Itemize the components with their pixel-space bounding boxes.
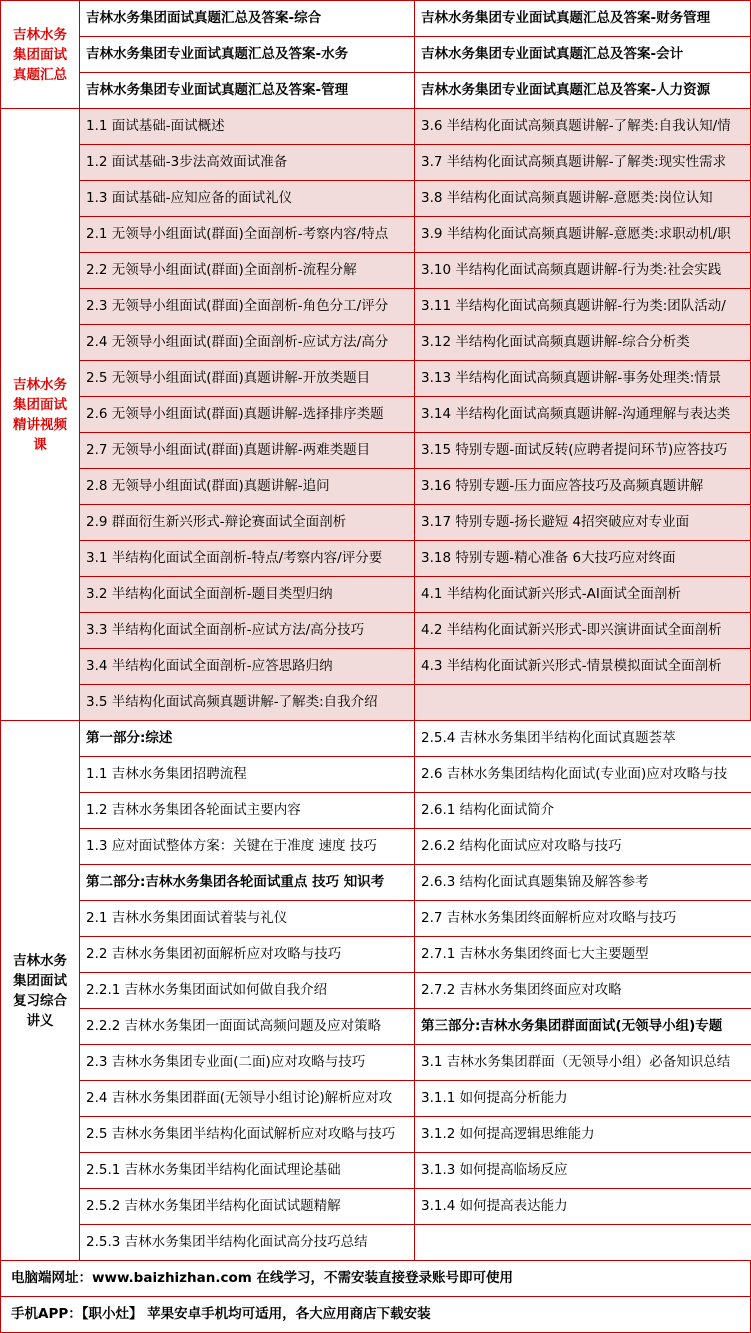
section3-item[interactable]: 3.1.4 如何提高表达能力 <box>415 1189 751 1225</box>
section2-item[interactable]: 2.1 无领导小组面试(群面)全面剖析-考察内容/特点 <box>80 217 415 253</box>
section3-item[interactable]: 3.1.3 如何提高临场反应 <box>415 1153 751 1189</box>
section2-item[interactable]: 3.18 特别专题-精心准备 6大技巧应对终面 <box>415 541 751 577</box>
section2-item[interactable]: 3.10 半结构化面试高频真题讲解-行为类:社会实践 <box>415 253 751 289</box>
section3-item[interactable]: 2.6.3 结构化面试真题集锦及解答参考 <box>415 865 751 901</box>
section3-item[interactable]: 第二部分:吉林水务集团各轮面试重点 技巧 知识考 <box>80 865 415 901</box>
section2-item[interactable]: 3.3 半结构化面试全面剖析-应试方法/高分技巧 <box>80 613 415 649</box>
section3-item[interactable]: 3.1 吉林水务集团群面（无领导小组）必备知识总结 <box>415 1045 751 1081</box>
section2-item[interactable]: 3.5 半结构化面试高频真题讲解-了解类:自我介绍 <box>80 685 415 721</box>
section2-item[interactable]: 3.12 半结构化面试高频真题讲解-综合分析类 <box>415 325 751 361</box>
section3-item[interactable]: 2.2.1 吉林水务集团面试如何做自我介绍 <box>80 973 415 1009</box>
section2-item[interactable]: 3.1 半结构化面试全面剖析-特点/考察内容/评分要 <box>80 541 415 577</box>
section3-item[interactable]: 2.6.1 结构化面试简介 <box>415 793 751 829</box>
section3-item[interactable]: 3.1.2 如何提高逻辑思维能力 <box>415 1117 751 1153</box>
section3-item[interactable]: 3.1.1 如何提高分析能力 <box>415 1081 751 1117</box>
section3-item[interactable]: 1.1 吉林水务集团招聘流程 <box>80 757 415 793</box>
section2-item[interactable]: 3.7 半结构化面试高频真题讲解-了解类:现实性需求 <box>415 145 751 181</box>
section2-item[interactable]: 2.8 无领导小组面试(群面)真题讲解-追问 <box>80 469 415 505</box>
section2-item[interactable]: 2.3 无领导小组面试(群面)全面剖析-角色分工/评分 <box>80 289 415 325</box>
section3-item[interactable]: 2.2 吉林水务集团初面解析应对攻略与技巧 <box>80 937 415 973</box>
section1-label: 吉林水务集团面试真题汇总 <box>0 1 80 109</box>
section3-item[interactable]: 第三部分:吉林水务集团群面面试(无领导小组)专题 <box>415 1009 751 1045</box>
section3-item[interactable]: 2.6.2 结构化面试应对攻略与技巧 <box>415 829 751 865</box>
section3-item <box>415 1225 751 1261</box>
section2-item[interactable]: 3.14 半结构化面试高频真题讲解-沟通理解与表达类 <box>415 397 751 433</box>
section2-item[interactable]: 2.4 无领导小组面试(群面)全面剖析-应试方法/高分 <box>80 325 415 361</box>
section2-item[interactable]: 4.1 半结构化面试新兴形式-AI面试全面剖析 <box>415 577 751 613</box>
footer-app-info[interactable]: 手机APP：【职小灶】 苹果安卓手机均可适用，各大应用商店下载安装 <box>0 1297 751 1333</box>
section2-item[interactable]: 3.17 特别专题-扬长避短 4招突破应对专业面 <box>415 505 751 541</box>
section1-item[interactable]: 吉林水务集团专业面试真题汇总及答案-水务 <box>80 37 415 73</box>
section2-item[interactable]: 3.2 半结构化面试全面剖析-题目类型归纳 <box>80 577 415 613</box>
section2-label: 吉林水务集团面试精讲视频课 <box>0 109 80 721</box>
section2-item[interactable]: 3.13 半结构化面试高频真题讲解-事务处理类:情景 <box>415 361 751 397</box>
section2-item[interactable]: 3.8 半结构化面试高频真题讲解-意愿类:岗位认知 <box>415 181 751 217</box>
section3-item[interactable]: 2.5.3 吉林水务集团半结构化面试高分技巧总结 <box>80 1225 415 1261</box>
section3-item[interactable]: 1.3 应对面试整体方案：关键在于准度 速度 技巧 <box>80 829 415 865</box>
section1-item[interactable]: 吉林水务集团专业面试真题汇总及答案-财务管理 <box>415 1 751 37</box>
section2-item[interactable]: 3.15 特别专题-面试反转(应聘者提问环节)应答技巧 <box>415 433 751 469</box>
section2-item <box>415 685 751 721</box>
section3-item[interactable]: 第一部分:综述 <box>80 721 415 757</box>
section2-item[interactable]: 1.3 面试基础-应知应备的面试礼仪 <box>80 181 415 217</box>
section2-item[interactable]: 3.6 半结构化面试高频真题讲解-了解类:自我认知/情 <box>415 109 751 145</box>
section3-item[interactable]: 1.2 吉林水务集团各轮面试主要内容 <box>80 793 415 829</box>
section2-item[interactable]: 2.6 无领导小组面试(群面)真题讲解-选择排序类题 <box>80 397 415 433</box>
section3-item[interactable]: 2.3 吉林水务集团专业面(二面)应对攻略与技巧 <box>80 1045 415 1081</box>
section2-item[interactable]: 2.5 无领导小组面试(群面)真题讲解-开放类题目 <box>80 361 415 397</box>
section2-item[interactable]: 1.2 面试基础-3步法高效面试准备 <box>80 145 415 181</box>
section2-item[interactable]: 2.7 无领导小组面试(群面)真题讲解-两难类题目 <box>80 433 415 469</box>
section1-item[interactable]: 吉林水务集团面试真题汇总及答案-综合 <box>80 1 415 37</box>
section3-item[interactable]: 2.1 吉林水务集团面试着装与礼仪 <box>80 901 415 937</box>
section3-item[interactable]: 2.7.2 吉林水务集团终面应对攻略 <box>415 973 751 1009</box>
section3-item[interactable]: 2.7.1 吉林水务集团终面七大主要题型 <box>415 937 751 973</box>
section2-item[interactable]: 1.1 面试基础-面试概述 <box>80 109 415 145</box>
section2-item[interactable]: 4.3 半结构化面试新兴形式-情景模拟面试全面剖析 <box>415 649 751 685</box>
section3-item[interactable]: 2.5 吉林水务集团半结构化面试解析应对攻略与技巧 <box>80 1117 415 1153</box>
section3-item[interactable]: 2.2.2 吉林水务集团一面面试高频问题及应对策略 <box>80 1009 415 1045</box>
section3-item[interactable]: 2.6 吉林水务集团结构化面试(专业面)应对攻略与技 <box>415 757 751 793</box>
section2-item[interactable]: 4.2 半结构化面试新兴形式-即兴演讲面试全面剖析 <box>415 613 751 649</box>
section2-item[interactable]: 3.11 半结构化面试高频真题讲解-行为类:团队活动/ <box>415 289 751 325</box>
section2-item[interactable]: 2.2 无领导小组面试(群面)全面剖析-流程分解 <box>80 253 415 289</box>
section2-item[interactable]: 3.9 半结构化面试高频真题讲解-意愿类:求职动机/职 <box>415 217 751 253</box>
section2-item[interactable]: 2.9 群面衍生新兴形式-辩论赛面试全面剖析 <box>80 505 415 541</box>
section1-item[interactable]: 吉林水务集团专业面试真题汇总及答案-管理 <box>80 73 415 109</box>
section2-item[interactable]: 3.16 特别专题-压力面应答技巧及高频真题讲解 <box>415 469 751 505</box>
section1-item[interactable]: 吉林水务集团专业面试真题汇总及答案-会计 <box>415 37 751 73</box>
section1-item[interactable]: 吉林水务集团专业面试真题汇总及答案-人力资源 <box>415 73 751 109</box>
section3-item[interactable]: 2.5.4 吉林水务集团半结构化面试真题荟萃 <box>415 721 751 757</box>
section3-label: 吉林水务集团面试复习综合讲义 <box>0 721 80 1261</box>
footer-web-url[interactable]: 电脑端网址：www.baizhizhan.com 在线学习，不需安装直接登录账号即可使用 <box>0 1261 751 1297</box>
section3-item[interactable]: 2.7 吉林水务集团终面解析应对攻略与技巧 <box>415 901 751 937</box>
section2-item[interactable]: 3.4 半结构化面试全面剖析-应答思路归纳 <box>80 649 415 685</box>
section3-item[interactable]: 2.5.1 吉林水务集团半结构化面试理论基础 <box>80 1153 415 1189</box>
section3-item[interactable]: 2.5.2 吉林水务集团半结构化面试试题精解 <box>80 1189 415 1225</box>
section3-item[interactable]: 2.4 吉林水务集团群面(无领导小组讨论)解析应对攻 <box>80 1081 415 1117</box>
